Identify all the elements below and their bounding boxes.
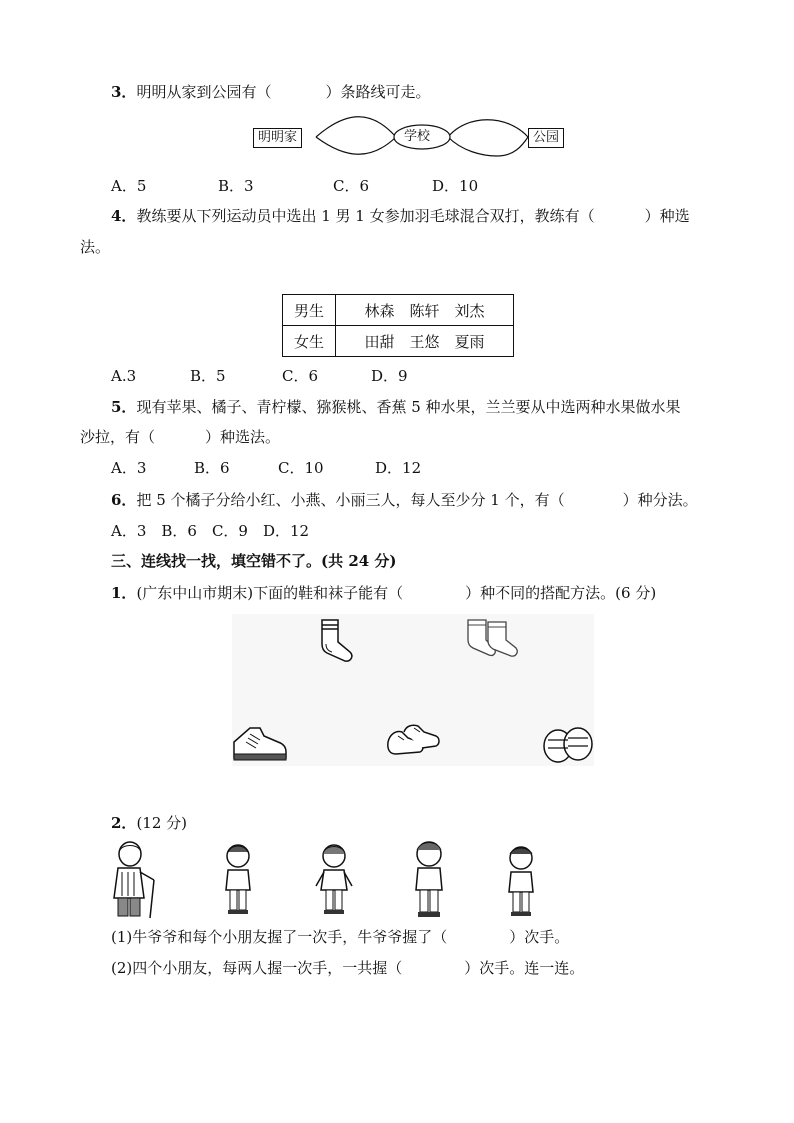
q3-option-a[interactable]: A．5 (111, 177, 147, 195)
q4-stem-line2: 法。 (80, 238, 111, 256)
section-title: 三、连线找一找，填空错不了。(共 24 分) (111, 552, 397, 570)
athletes-table (282, 294, 514, 357)
q4-stem-line1: 4．教练要从下列运动员中选出 1 男 1 女参加羽毛球混合双打，教练有（ ）种选 (111, 207, 690, 225)
school-label: 学校 (404, 129, 431, 144)
q3-option-c[interactable]: C．6 (333, 177, 370, 195)
s3q1-stem: 1．(广东中山市期末)下面的鞋和袜子能有（ ）种不同的搭配方法。(6 分) (111, 584, 657, 602)
child-icon[interactable] (408, 838, 450, 920)
s3q2-header: 2．(12 分) (111, 814, 187, 832)
park-label: 公园 (528, 128, 564, 148)
sandals-icon[interactable] (540, 722, 598, 766)
q4-option-d[interactable]: D．9 (371, 367, 408, 385)
q5-option-b[interactable]: B．6 (194, 459, 230, 477)
q5-option-c[interactable]: C．10 (278, 459, 324, 477)
sock-icon[interactable] (312, 616, 360, 664)
q4-option-c[interactable]: C．6 (282, 367, 319, 385)
girls-names: 田甜 王悠 夏雨 (336, 326, 514, 357)
q3-option-d[interactable]: D．10 (432, 177, 479, 195)
child-icon[interactable] (218, 842, 260, 918)
table-row (283, 295, 514, 326)
q4-option-b[interactable]: B．5 (190, 367, 226, 385)
socks-pair-icon[interactable] (462, 616, 522, 662)
boys-names: 林森 陈轩 刘杰 (336, 295, 514, 326)
q5-option-d[interactable]: D．12 (375, 459, 422, 477)
q5-option-a[interactable]: A．3 (111, 459, 147, 477)
grandpa-icon[interactable] (106, 838, 164, 920)
sneaker-icon[interactable] (230, 720, 290, 766)
s3q2-sub2: (2)四个小朋友，每两人握一次手，一共握（ ）次手。连一连。 (111, 959, 585, 977)
q5-stem-line2: 沙拉，有（ ）种选法。 (80, 428, 281, 446)
s3q2-sub1: (1)牛爷爷和每个小朋友握了一次手，牛爷爷握了（ ）次手。 (111, 928, 570, 946)
q3-option-b[interactable]: B．3 (218, 177, 254, 195)
q3-stem: 3．明明从家到公园有（ ）条路线可走。 (111, 83, 431, 101)
home-label: 明明家 (253, 128, 302, 148)
child-icon[interactable] (502, 844, 540, 920)
row-label-girls: 女生 (283, 326, 336, 357)
q6-options[interactable]: A．3 B．6 C．9 D．12 (111, 522, 310, 540)
child-icon[interactable] (312, 842, 356, 918)
row-label-boys: 男生 (283, 295, 336, 326)
q5-stem-line1: 5．现有苹果、橘子、青柠檬、猕猴桃、香蕉 5 种水果，兰兰要从中选两种水果做水果 (111, 398, 681, 416)
q4-option-a[interactable]: A.3 (111, 367, 137, 385)
q6-stem: 6．把 5 个橘子分给小红、小燕、小丽三人，每人至少分 1 个，有（ ）种分法。 (111, 491, 698, 509)
shoes-icon[interactable] (384, 722, 442, 766)
table-row (283, 326, 514, 357)
